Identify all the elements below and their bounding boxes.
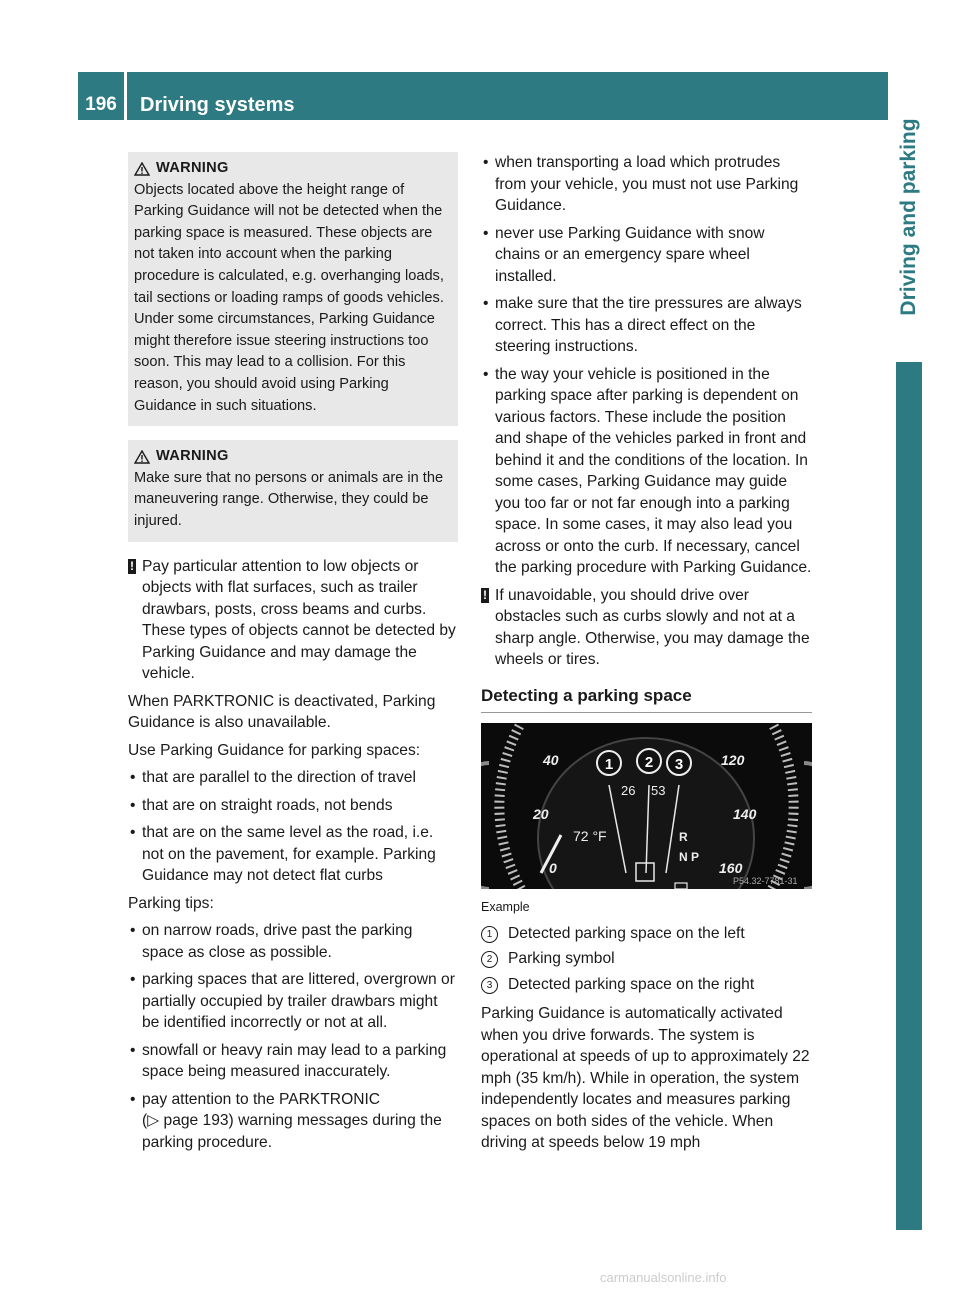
callout-2-label: 2 (644, 754, 654, 771)
legend-text: Detected parking space on the right (508, 975, 755, 993)
callout-1-label: 1 (604, 756, 614, 773)
list-item: • that are on straight roads, not bends (128, 795, 458, 817)
page-number: 196 (85, 94, 117, 115)
paragraph: Parking Guidance is automatically activated when you drive forwards. The system is operational at speeds of up to approximately 22 mph (35 km/h). While in operation, the system independently locates and measures parking spaces on both sides of the vehicle. When driving at speeds below 19 mph (481, 1005, 810, 1151)
legend-item (481, 974, 812, 996)
list-item (128, 1089, 458, 1154)
speed-120: 120 (721, 752, 745, 768)
notice (481, 585, 812, 671)
notice-text: If unavoidable, you should drive over obstacles such as curbs slowly and not at a sharp angle. Otherwise, you may damage the wheels or tires. (495, 586, 810, 668)
speed-40: 40 (543, 752, 559, 768)
callout-number-icon: 1 (481, 926, 498, 943)
warning-title: WARNING (156, 160, 229, 176)
list-item: • parking spaces that are littered, overgrown or partially occupied by trailer drawbars might be identified incorrectly or not at all. (128, 969, 458, 1034)
legend-text: Detected parking space on the left (508, 924, 745, 942)
legend-text: Parking symbol (508, 950, 615, 967)
list-item: • the way your vehicle is positioned in the parking space after parking is dependent on various factors. These include the position and shape of the vehicles parked in front and behind it and the conditions of the location. In some cases, Parking Guidance may guide you too far or not far enough into a parking space. In some cases, it may also lead you across or onto the curb. If necessary, cancel the parking procedure with Parking Guidance. (481, 364, 812, 579)
notice (128, 556, 458, 685)
left-column (128, 152, 458, 1159)
page-title: Driving systems (140, 94, 295, 116)
list-item: • snowfall or heavy rain may lead to a parking space being measured inaccurately. (128, 1040, 458, 1083)
list-item: • make sure that the tire pressures are always correct. This has a direct effect on the steering instructions. (481, 293, 812, 358)
warning-text: Make sure that no persons or animals are in the maneuvering range. Otherwise, they could be injured. (134, 469, 444, 529)
gear-np: N P (679, 850, 700, 864)
section-heading: Detecting a parking space (481, 685, 812, 714)
page-reference[interactable]: (▷ page 193) warning messages during the parking procedure. (142, 1112, 442, 1151)
warning-header (134, 158, 452, 180)
figure-caption: Example (481, 900, 530, 914)
list-item: • on narrow roads, drive past the parking space as close as possible. (128, 920, 458, 963)
paragraph: Use Parking Guidance for parking spaces: (128, 741, 421, 759)
callout-3-label: 3 (674, 756, 684, 773)
warning-triangle-icon (134, 162, 150, 176)
list-item: • that are on the same level as the road, i.e. not on the pavement, for example. Parking Guidance may not detect flat curbs (128, 822, 458, 887)
warning-box (128, 152, 458, 426)
odometer-a: 26 (621, 783, 636, 798)
warning-title: WARNING (156, 448, 229, 465)
warning-text: Objects located above the height range of Parking Guidance will not be detected when the parking space is measured. These objects are not taken into account when the parking procedure is calculated, e.g. overhanging loads, tail sections or loading ramps of goods vehicles. Under some circumstances, Parking Guidance might therefore issue steering instructions too soon. This may lead to a collision. For this reason, you should avoid using Parking Guidance in such situations. (134, 181, 444, 414)
paragraph: Parking tips: (128, 894, 214, 912)
header-divider (124, 72, 127, 120)
callout-number-icon: 3 (481, 977, 498, 994)
warning-header (134, 446, 452, 468)
paragraph: When PARKTRONIC is deactivated, Parking Guidance is also unavailable. (128, 692, 436, 731)
temperature-readout: 72 °F (573, 828, 607, 844)
warning-triangle-icon (134, 450, 150, 464)
list-item-text: pay attention to the PARKTRONIC (142, 1090, 381, 1108)
right-column (481, 152, 812, 1160)
legend-item (481, 948, 812, 970)
list-item: • when transporting a load which protrudes from your vehicle, you must not use Parking Guidance. (481, 152, 812, 217)
exclamation-icon: ! (483, 587, 487, 602)
speed-140: 140 (733, 806, 757, 822)
instrument-cluster-figure (481, 723, 812, 889)
gear-r: R (679, 830, 688, 844)
notice-text: Pay particular attention to low objects or objects with flat surfaces, such as trailer drawbars, posts, cross beams and curbs. These types of objects cannot be detected by Parking Guidance and may damage the vehicle. (142, 557, 456, 682)
warning-box (128, 440, 458, 541)
instrument-cluster-image (481, 723, 812, 889)
speed-0: 0 (549, 860, 557, 876)
speed-160: 160 (719, 860, 743, 876)
legend-item (481, 923, 812, 945)
odometer-b: 53 (651, 783, 666, 798)
speed-20: 20 (533, 806, 549, 822)
side-tab-label: Driving and parking (897, 118, 920, 316)
list-item: • never use Parking Guidance with snow chains or an emergency spare wheel installed. (481, 223, 812, 288)
callout-number-icon: 2 (481, 951, 498, 968)
figure-code: P54.32-7781-31 (733, 876, 798, 886)
watermark: carmanualsonline.info (600, 1270, 727, 1285)
exclamation-icon: ! (130, 558, 134, 573)
list-item: • that are parallel to the direction of travel (128, 767, 458, 789)
